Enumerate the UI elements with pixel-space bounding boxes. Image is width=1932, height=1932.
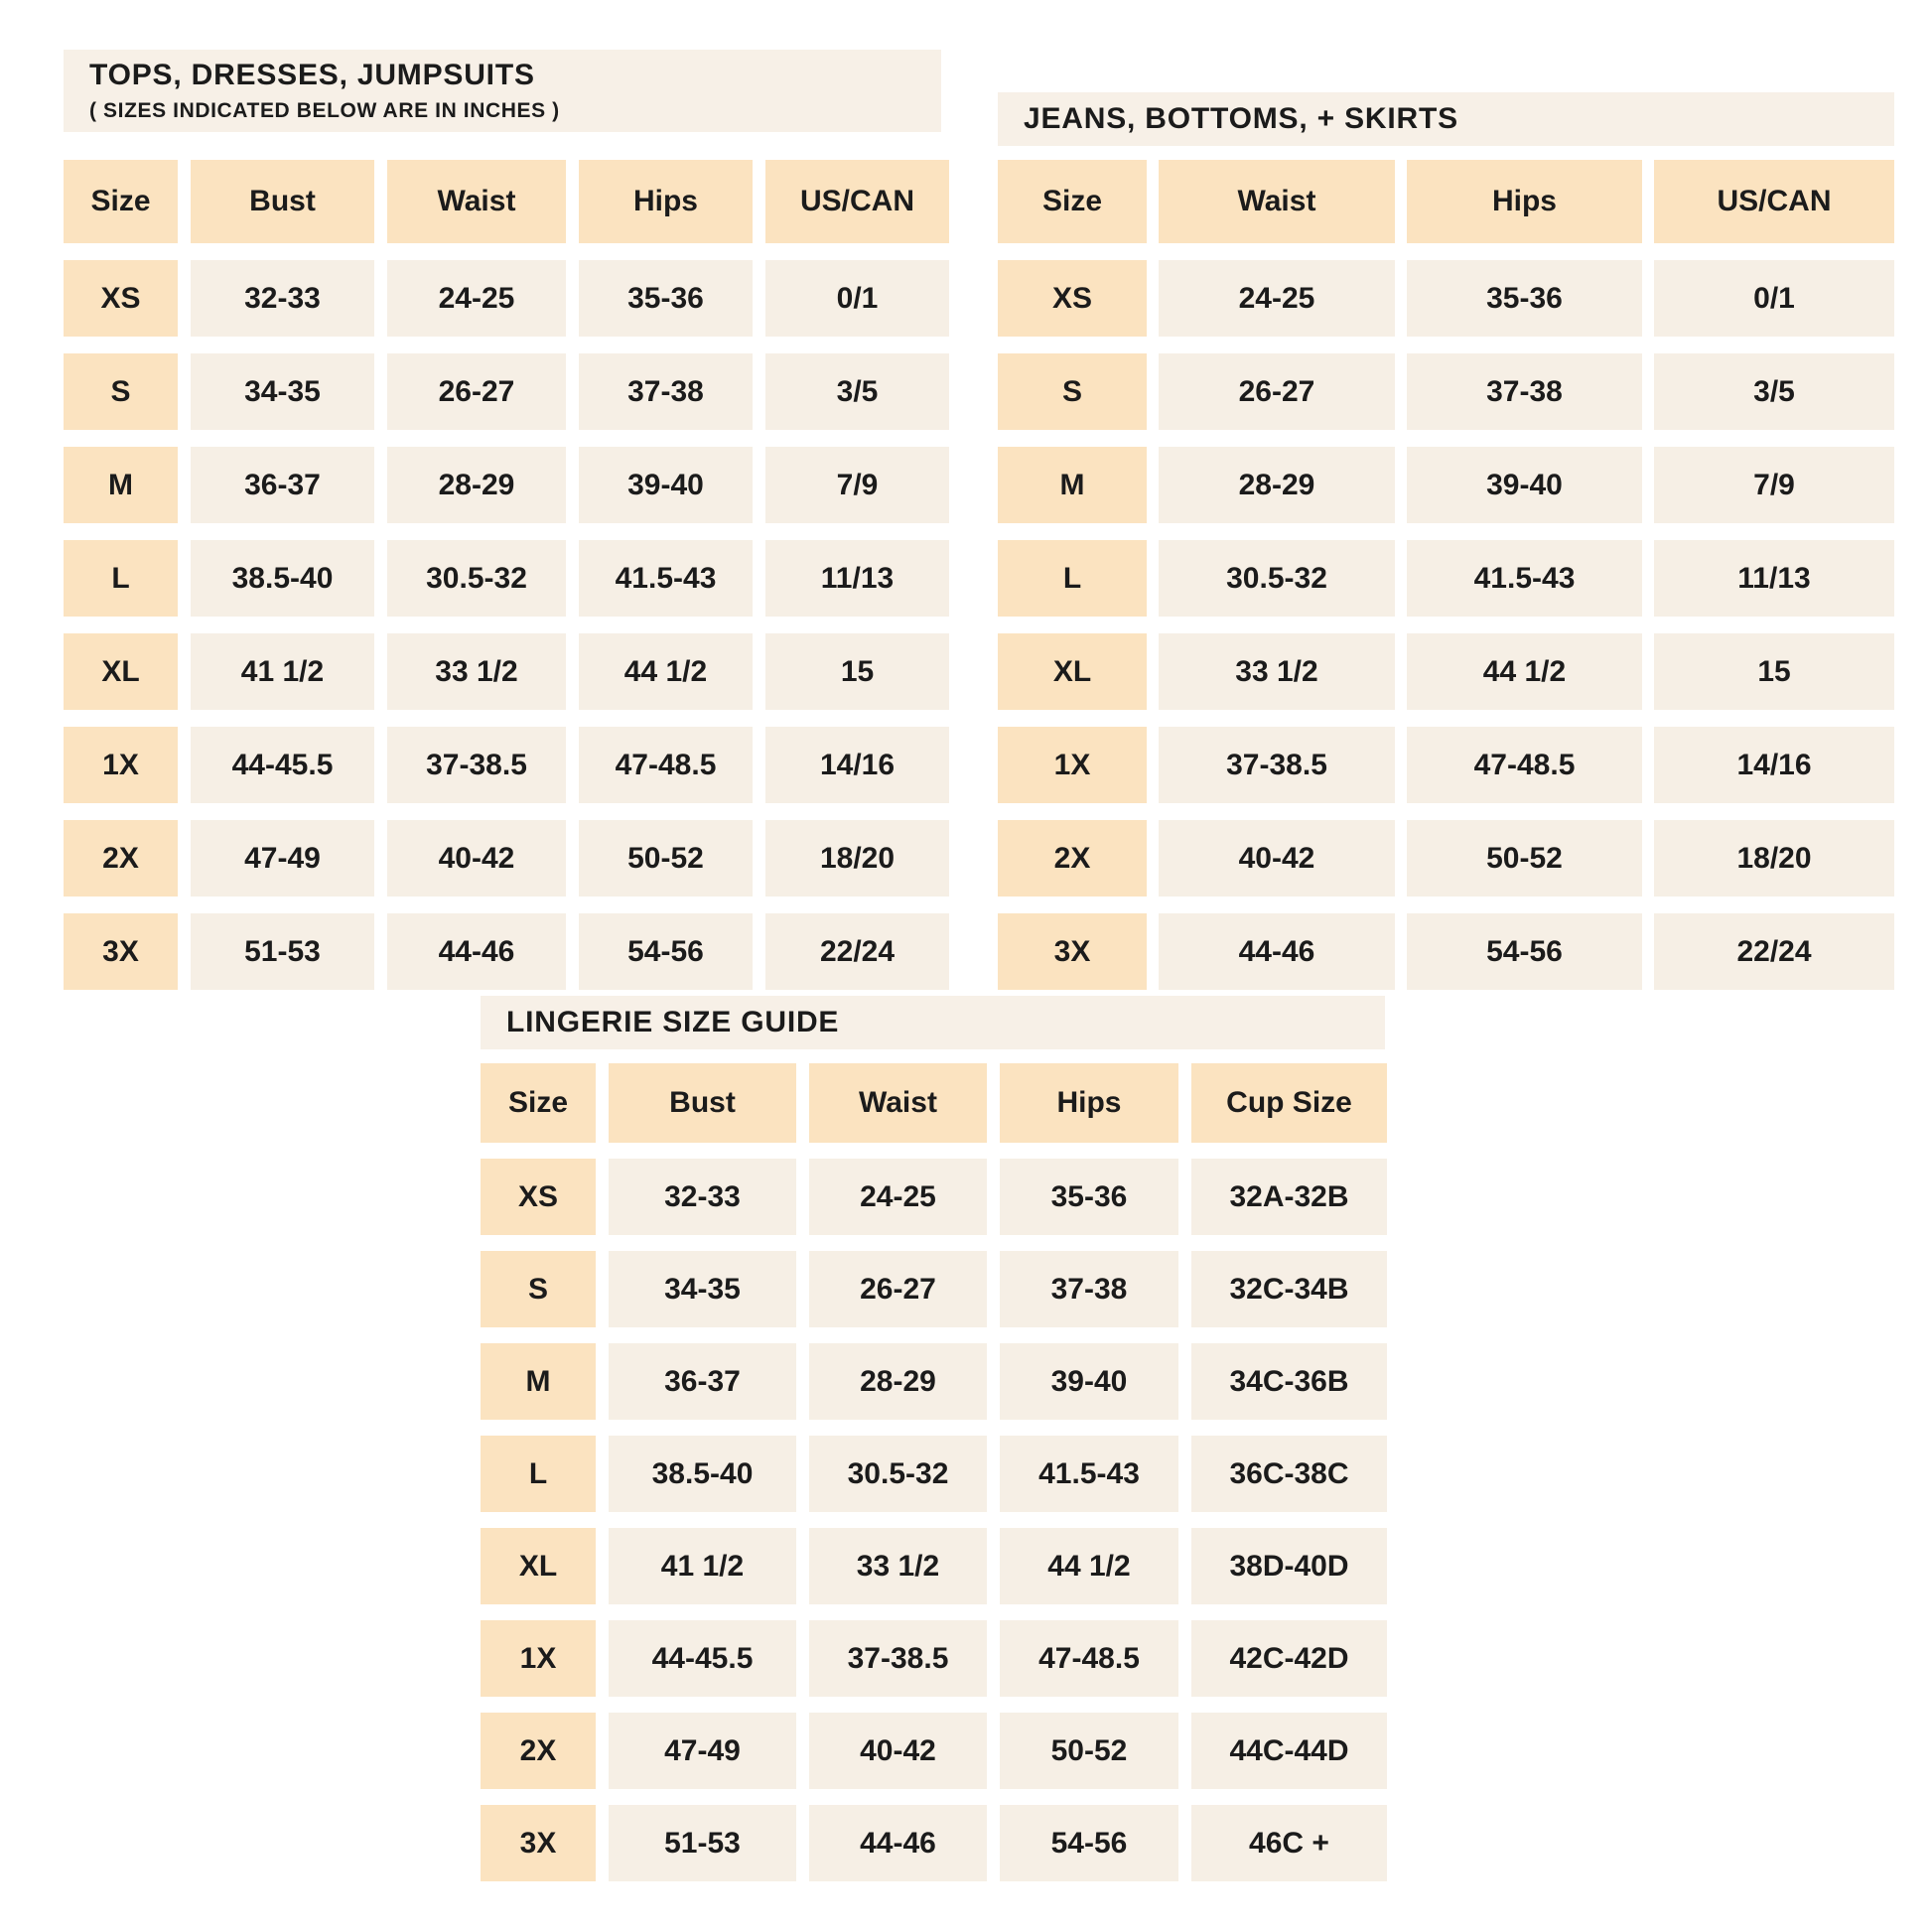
lingerie-size-guide-table [481, 996, 1387, 1881]
jeans-value-cell: 44 1/2 [1407, 633, 1642, 710]
jeans-value-cell: 41.5-43 [1407, 540, 1642, 617]
tops-size-cell: XL [64, 633, 178, 710]
tops-column-header: Hips [579, 160, 753, 243]
lingerie-value-cell: 32C-34B [1191, 1251, 1387, 1327]
lingerie-value-cell: 54-56 [1000, 1805, 1178, 1881]
tops-value-cell: 40-42 [387, 820, 566, 897]
jeans-size-cell: L [998, 540, 1147, 617]
tops-value-cell: 28-29 [387, 447, 566, 523]
lingerie-value-cell: 38D-40D [1191, 1528, 1387, 1604]
tops-dresses-jumpsuits-table [64, 50, 949, 990]
jeans-value-cell: 3/5 [1654, 353, 1894, 430]
tops-value-cell: 39-40 [579, 447, 753, 523]
tops-value-cell: 7/9 [765, 447, 949, 523]
lingerie-value-cell: 32A-32B [1191, 1159, 1387, 1235]
jeans-value-cell: 33 1/2 [1159, 633, 1395, 710]
tops-value-cell: 26-27 [387, 353, 566, 430]
jeans-value-cell: 15 [1654, 633, 1894, 710]
jeans-value-cell: 39-40 [1407, 447, 1642, 523]
lingerie-value-cell: 46C + [1191, 1805, 1387, 1881]
tops-column-header: US/CAN [765, 160, 949, 243]
tops-value-cell: 30.5-32 [387, 540, 566, 617]
tops-value-cell: 36-37 [191, 447, 374, 523]
lingerie-column-header: Waist [809, 1063, 987, 1143]
lingerie-column-header: Cup Size [1191, 1063, 1387, 1143]
jeans-size-cell: XL [998, 633, 1147, 710]
lingerie-size-cell: M [481, 1343, 596, 1420]
lingerie-value-cell: 34C-36B [1191, 1343, 1387, 1420]
lingerie-value-cell: 51-53 [609, 1805, 796, 1881]
lingerie-value-cell: 44-46 [809, 1805, 987, 1881]
tops-value-cell: 41 1/2 [191, 633, 374, 710]
tops-value-cell: 54-56 [579, 913, 753, 990]
lingerie-value-cell: 40-42 [809, 1713, 987, 1789]
lingerie-value-cell: 33 1/2 [809, 1528, 987, 1604]
tops-value-cell: 34-35 [191, 353, 374, 430]
tops-value-cell: 41.5-43 [579, 540, 753, 617]
jeans-value-cell: 0/1 [1654, 260, 1894, 337]
jeans-bottoms-skirts-table [998, 92, 1894, 990]
jeans-value-cell: 26-27 [1159, 353, 1395, 430]
lingerie-value-cell: 41.5-43 [1000, 1436, 1178, 1512]
lingerie-value-cell: 30.5-32 [809, 1436, 987, 1512]
jeans-value-cell: 22/24 [1654, 913, 1894, 990]
tops-size-cell: L [64, 540, 178, 617]
jeans-value-cell: 35-36 [1407, 260, 1642, 337]
tops-value-cell: 44-45.5 [191, 727, 374, 803]
lingerie-column-header: Bust [609, 1063, 796, 1143]
tops-value-cell: 3/5 [765, 353, 949, 430]
lingerie-value-cell: 39-40 [1000, 1343, 1178, 1420]
jeans-column-header: Waist [1159, 160, 1395, 243]
lingerie-value-cell: 35-36 [1000, 1159, 1178, 1235]
jeans-value-cell: 14/16 [1654, 727, 1894, 803]
lingerie-value-cell: 37-38 [1000, 1251, 1178, 1327]
jeans-column-header: Size [998, 160, 1147, 243]
jeans-value-cell: 50-52 [1407, 820, 1642, 897]
lingerie-value-cell: 36C-38C [1191, 1436, 1387, 1512]
lingerie-grid [481, 1063, 1387, 1881]
lingerie-size-cell: 3X [481, 1805, 596, 1881]
jeans-size-cell: 1X [998, 727, 1147, 803]
tops-value-cell: 50-52 [579, 820, 753, 897]
lingerie-value-cell: 38.5-40 [609, 1436, 796, 1512]
tops-subtitle: ( SIZES INDICATED BELOW ARE IN INCHES ) [89, 99, 560, 122]
tops-title-bar [64, 50, 941, 132]
lingerie-value-cell: 24-25 [809, 1159, 987, 1235]
tops-value-cell: 35-36 [579, 260, 753, 337]
tops-value-cell: 18/20 [765, 820, 949, 897]
tops-column-header: Bust [191, 160, 374, 243]
tops-value-cell: 38.5-40 [191, 540, 374, 617]
lingerie-title-bar [481, 996, 1385, 1049]
tops-size-cell: XS [64, 260, 178, 337]
tops-value-cell: 47-49 [191, 820, 374, 897]
tops-size-cell: 1X [64, 727, 178, 803]
lingerie-value-cell: 41 1/2 [609, 1528, 796, 1604]
lingerie-column-header: Size [481, 1063, 596, 1143]
lingerie-size-cell: L [481, 1436, 596, 1512]
tops-size-cell: 3X [64, 913, 178, 990]
tops-value-cell: 37-38.5 [387, 727, 566, 803]
jeans-value-cell: 37-38 [1407, 353, 1642, 430]
lingerie-value-cell: 34-35 [609, 1251, 796, 1327]
tops-value-cell: 44-46 [387, 913, 566, 990]
jeans-value-cell: 47-48.5 [1407, 727, 1642, 803]
lingerie-size-cell: 1X [481, 1620, 596, 1697]
jeans-size-cell: S [998, 353, 1147, 430]
lingerie-title: LINGERIE SIZE GUIDE [506, 1006, 840, 1038]
jeans-value-cell: 7/9 [1654, 447, 1894, 523]
jeans-size-cell: XS [998, 260, 1147, 337]
lingerie-value-cell: 26-27 [809, 1251, 987, 1327]
tops-value-cell: 44 1/2 [579, 633, 753, 710]
lingerie-size-cell: S [481, 1251, 596, 1327]
lingerie-value-cell: 44C-44D [1191, 1713, 1387, 1789]
lingerie-size-cell: XL [481, 1528, 596, 1604]
lingerie-value-cell: 47-48.5 [1000, 1620, 1178, 1697]
lingerie-value-cell: 42C-42D [1191, 1620, 1387, 1697]
lingerie-value-cell: 44-45.5 [609, 1620, 796, 1697]
tops-value-cell: 47-48.5 [579, 727, 753, 803]
lingerie-value-cell: 37-38.5 [809, 1620, 987, 1697]
lingerie-value-cell: 28-29 [809, 1343, 987, 1420]
lingerie-value-cell: 44 1/2 [1000, 1528, 1178, 1604]
tops-value-cell: 33 1/2 [387, 633, 566, 710]
lingerie-column-header: Hips [1000, 1063, 1178, 1143]
tops-value-cell: 51-53 [191, 913, 374, 990]
tops-value-cell: 11/13 [765, 540, 949, 617]
tops-size-cell: 2X [64, 820, 178, 897]
tops-column-header: Waist [387, 160, 566, 243]
tops-value-cell: 24-25 [387, 260, 566, 337]
lingerie-value-cell: 47-49 [609, 1713, 796, 1789]
jeans-title-bar [998, 92, 1894, 146]
jeans-value-cell: 30.5-32 [1159, 540, 1395, 617]
tops-value-cell: 15 [765, 633, 949, 710]
lingerie-value-cell: 32-33 [609, 1159, 796, 1235]
jeans-size-cell: 3X [998, 913, 1147, 990]
jeans-value-cell: 54-56 [1407, 913, 1642, 990]
jeans-value-cell: 18/20 [1654, 820, 1894, 897]
tops-column-header: Size [64, 160, 178, 243]
jeans-value-cell: 40-42 [1159, 820, 1395, 897]
tops-value-cell: 0/1 [765, 260, 949, 337]
jeans-grid [998, 160, 1894, 990]
jeans-title: JEANS, BOTTOMS, + SKIRTS [1024, 102, 1458, 135]
tops-value-cell: 32-33 [191, 260, 374, 337]
tops-value-cell: 22/24 [765, 913, 949, 990]
jeans-value-cell: 44-46 [1159, 913, 1395, 990]
tops-size-cell: S [64, 353, 178, 430]
jeans-value-cell: 11/13 [1654, 540, 1894, 617]
tops-value-cell: 37-38 [579, 353, 753, 430]
jeans-column-header: US/CAN [1654, 160, 1894, 243]
jeans-column-header: Hips [1407, 160, 1642, 243]
jeans-value-cell: 24-25 [1159, 260, 1395, 337]
tops-value-cell: 14/16 [765, 727, 949, 803]
lingerie-value-cell: 36-37 [609, 1343, 796, 1420]
lingerie-size-cell: 2X [481, 1713, 596, 1789]
lingerie-value-cell: 50-52 [1000, 1713, 1178, 1789]
jeans-value-cell: 28-29 [1159, 447, 1395, 523]
jeans-size-cell: 2X [998, 820, 1147, 897]
jeans-size-cell: M [998, 447, 1147, 523]
lingerie-size-cell: XS [481, 1159, 596, 1235]
tops-grid [64, 160, 949, 990]
jeans-value-cell: 37-38.5 [1159, 727, 1395, 803]
tops-title: TOPS, DRESSES, JUMPSUITS [89, 59, 535, 91]
tops-size-cell: M [64, 447, 178, 523]
